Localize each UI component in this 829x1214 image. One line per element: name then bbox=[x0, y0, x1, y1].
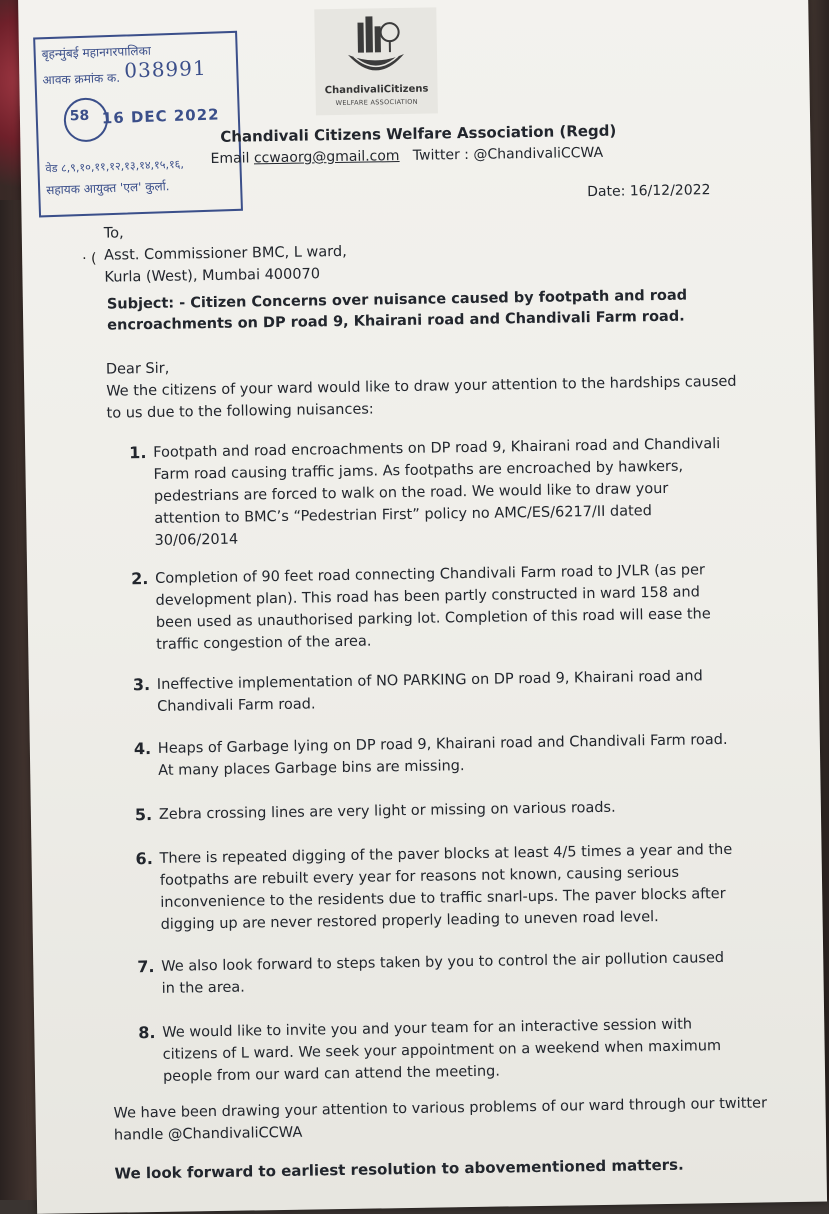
list-item-text: There is repeated digging of the paver blocks at least 4/5 times a year and the footpaths are rebuilt every year for reasons not known, causing serious inconvenience to the residents due to traffic snarl-ups. The paver blocks after digging up are never restored properly leading to uneven road level. bbox=[159, 839, 736, 936]
stamp-header: बृहन्मुंबई महानगरपालिका bbox=[41, 42, 151, 63]
email-link[interactable]: ccwaorg@gmail.com bbox=[254, 148, 400, 166]
organization-name: Chandivali Citizens Welfare Association (Regd) bbox=[220, 122, 616, 146]
salutation: Dear Sir, bbox=[106, 349, 746, 381]
letter-page bbox=[18, 0, 827, 1214]
stamp-inward-label: आवक क्रमांक क. bbox=[42, 69, 120, 89]
city-leaf-icon bbox=[339, 14, 412, 85]
association-logo bbox=[314, 7, 438, 115]
letter-date: Date: 16/12/2022 bbox=[587, 182, 711, 200]
list-item-text: Heaps of Garbage lying on DP road 9, Khairani road and Chandivali Farm road. At many places Garbage bins are missing. bbox=[158, 729, 735, 782]
stamp-wards: वेड ८,९,१०,११,१२,१३,१४,१५,१६, bbox=[45, 157, 184, 177]
list-item-number: 6. bbox=[135, 848, 153, 870]
list-item bbox=[129, 433, 731, 552]
contact-line bbox=[210, 145, 603, 167]
list-item-number: 5. bbox=[135, 804, 153, 826]
logo-subtitle: WELFARE ASSOCIATION bbox=[316, 97, 438, 107]
received-stamp bbox=[33, 31, 243, 218]
list-item-number: 3. bbox=[133, 674, 151, 696]
outro-paragraph: We have been drawing your attention to various problems of our ward through our twitter handle @ChandivaliCCWA bbox=[113, 1092, 774, 1146]
address-to: To, bbox=[104, 213, 744, 245]
list-item-number: 4. bbox=[134, 738, 152, 760]
stamp-date: 16 DEC 2022 bbox=[102, 105, 220, 127]
intro-paragraph: We the citizens of your ward would like to draw your attention to the hardships caused to us due to the following nuisances: bbox=[106, 371, 747, 425]
subject-line: Subject: - Citizen Concerns over nuisance caused by footpath and road encroachments on DP road 9, Khairani road and Chandivali Farm road. bbox=[107, 285, 728, 337]
pen-mark: · ( bbox=[82, 251, 97, 267]
list-item bbox=[134, 729, 735, 782]
list-item bbox=[131, 559, 732, 656]
list-item-number: 8. bbox=[138, 1022, 156, 1044]
list-item-text: Ineffective implementation of NO PARKING on DP road 9, Khairani road and Chandivali Farm road. bbox=[157, 665, 734, 718]
stamp-number: 038991 bbox=[124, 56, 207, 83]
list-item bbox=[137, 947, 738, 1000]
list-item bbox=[133, 665, 734, 718]
address-line-1: Asst. Commissioner BMC, L ward, bbox=[104, 235, 744, 267]
list-item-text: We also look forward to steps taken by you to control the air pollution caused in the area. bbox=[161, 947, 738, 1000]
twitter-handle: Twitter : @ChandivaliCCWA bbox=[413, 145, 603, 164]
stamp-office: सहायक आयुक्त 'एल' कुर्ला. bbox=[46, 177, 170, 198]
list-item-text: Footpath and road encroachments on DP road 9, Khairani road and Chandivali Farm road causing traffic jams. As footpaths are encroached by hawkers, pedestrians are forced to walk on the road. We would like to draw your attention to BMC’s “Pedestrian First” policy no AMC/ES/6217/II dated 30/06/2014 bbox=[153, 433, 731, 552]
list-item-text: We would like to invite you and your team for an interactive session with citizens of L ward. We seek your appointment on a weekend when maximum people from our ward can attend the meeting. bbox=[162, 1013, 739, 1088]
logo-name: ChandivaliCitizens bbox=[315, 83, 437, 96]
list-item bbox=[135, 839, 736, 936]
address-line-2: Kurla (West), Mumbai 400070 bbox=[104, 257, 744, 289]
list-item-text: Zebra crossing lines are very light or missing on various roads. bbox=[159, 795, 735, 826]
email-label: Email bbox=[210, 150, 249, 167]
list-item-number: 2. bbox=[131, 568, 149, 590]
list-item bbox=[138, 1013, 739, 1088]
closing-line: We look forward to earliest resolution to abovementioned matters. bbox=[114, 1156, 683, 1183]
list-item bbox=[135, 795, 735, 826]
list-item-number: 7. bbox=[137, 956, 155, 978]
list-item-text: Completion of 90 feet road connecting Chandivali Farm road to JVLR (as per development plan). This road has been partly constructed in ward 158 and been used as unauthorised parking lot. Completion of this road will ease the traffic congestion of the area. bbox=[155, 559, 732, 656]
list-item-number: 1. bbox=[129, 442, 147, 464]
stamp-initials: 58 bbox=[69, 108, 89, 125]
